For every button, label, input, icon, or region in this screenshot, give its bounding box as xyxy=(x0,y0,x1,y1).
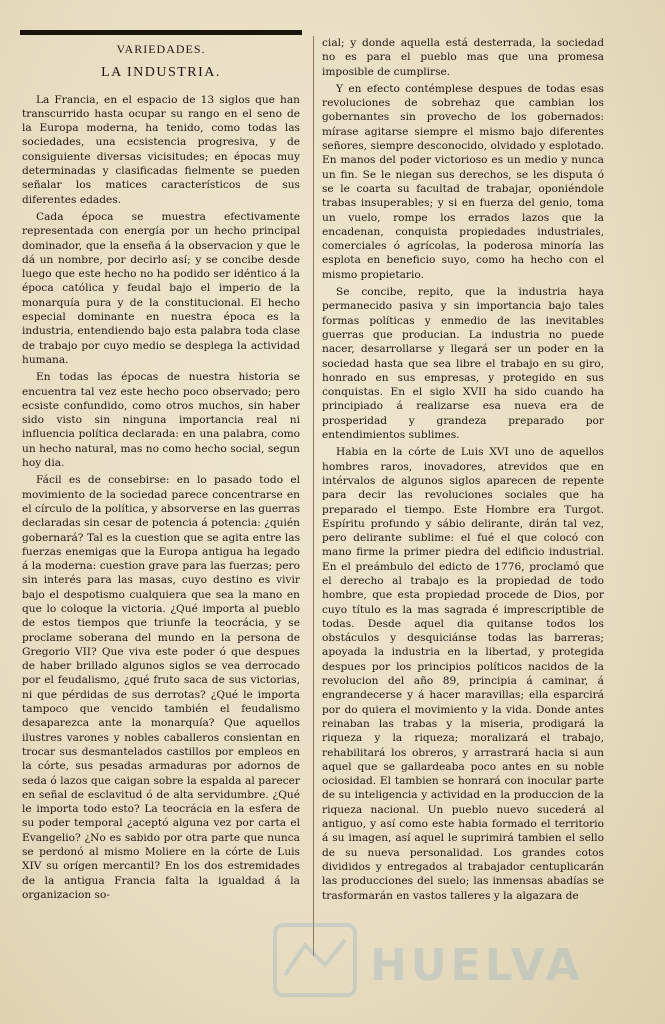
paragraph: Y en efecto contémplese despues de todas esas revoluciones de sobrehaz que cambian los gobernantes sin provecho de los gobernados: mírase agitarse siempre el mismo bajo diferentes señores, siempre desconocido, olvidado y esplotado. En manos del poder victorioso es un medio y nunca un fin. Se le niegan sus derechos, se les disputa ó se le coarta su facultad de trabajar, oponiéndole trabas insuperables; y si en fuerza del genio, toma un vuelo, rompe los errados lazos que la encadenan, conquista propiedades industriales, comerciales ó agrícolas, la poderosa minoría las esplota en beneficio suyo, como ha hecho con el mismo propietario. xyxy=(322,82,604,281)
paragraph: En todas las épocas de nuestra historia se encuentra tal vez este hecho poco observado; pero ecsiste confundido, como otros muchos, sin haber sido visto sin ninguna importancia real ni influencia política declarada: en una palabra, como un hecho natural, mas no como hecho social, segun hoy dia. xyxy=(22,371,300,470)
column-divider xyxy=(313,36,314,956)
watermark-text: HUELVA xyxy=(370,940,584,991)
paragraph: La Francia, en el espacio de 13 siglos que han transcurrido hasta ocupar su rango en el seno de la Europa moderna, ha tenido, como todas las sociedades, una ecsistencia progresiva, y de consiguiente diversas vicisitudes; en épocas muy determinadas y clasificadas fielmente se pueden señalar los matices característicos de sus diferentes edades. xyxy=(22,93,300,206)
paragraph: Habia en la córte de Luis XVI uno de aquellos hombres raros, inovadores, atrevidos que en intérvalos de algunos siglos aparecen de repente para decir las revoluciones sociales que ha preparado el tiempo. Este Hombre era Turgot. Espíritu profundo y sábio delirante, dirán tal vez, pero delirante sublime: el fué el que colocó con mano firme la primer piedra del edificio industrial. En el preámbulo del edicto de 1776, proclamó que el derecho al trabajo es la propiedad de todo hombre, que esta propiedad procede de Dios, por cuyo título es la mas sagrada é imprescriptible de todas. Desde aquel dia quitanse todos los obstáculos y desquiciánse todas las barreras; apoyada la industria en la libertad, y protegida despues por los principios políticos nacidos de la revolucion del año 89, principia á caminar, á engrandecerse y á hacer maravillas; ella esparcirá por do quiera el movimiento y la vida. Donde antes reinaban las trabas y la miseria, prodigará la riqueza y la riqueza; moralizará el trabajo, rehabilitará los obreros, y arrastrará hacia si aun aquel que se gallardeaba poco antes en su noble ociosidad. El tambien se honrará con inocular parte de su inteligencia y actividad en la produccion de la riqueza nacional. Un pueblo nuevo sucederá al antiguo, y así como este habia formado el territorio á su imagen, así aquel le suprimirá tambien el sello de su nueva personalidad. Los grandes cotos divididos y entregados al trabajador centuplicarán las producciones del suelo; las inmensas abadías se trasformarán en vastos talleres y la algazara de xyxy=(322,446,604,902)
left-column xyxy=(22,36,300,905)
header-rule xyxy=(20,30,302,35)
right-column xyxy=(322,36,604,906)
library-watermark xyxy=(255,905,605,1015)
watermark-emblem xyxy=(275,925,355,995)
paragraph: cial; y donde aquella está desterrada, la sociedad no es para el pueblo mas que una promesa imposible de cumplirse. xyxy=(322,37,604,78)
article-title: LA INDUSTRIA. xyxy=(101,65,221,81)
paragraph: Fácil es de consebirse: en lo pasado todo el movimiento de la sociedad parece concentrarse en el círculo de la política, y absorverse en las guerras declaradas sin cesar de potencia á potencia: ¿quién gobernará? Tal es la cuestion que se agita entre las fuerzas enemigas que la Europa antigua ha legado á la moderna: cuestion grave para las fuerzas; pero sin interés para las masas, cuyo destino es vivir bajo el despotismo cualquiera que sea la mano en que lo coloque la victoria. ¿Qué importa al pueblo de estos tiempos que triunfe la teocrácia, y se proclame soberana del mundo en la persona de Gregorio VII? Que viva este poder ó que despues de haber brillado algunos siglos se vea derrocado por el feudalismo, ¿qué fruto saca de sus victorias, ni que pérdidas de sus derrotas? ¿Qué le importa tampoco que vencido también el feudalismo desaparezca ante la monarquía? Que aquellos ilustres varones y nobles caballeros consientan en trocar sus desmantelados castillos por empleos en la córte, sus pesadas armaduras por adornos de seda ó lazos que caigan sobre la espalda al parecer en señal de esclavitud ó de alta servidumbre. ¿Qué le importa todo esto? La teocrácia en la esfera de su poder temporal ¿aceptó alguna vez por carta el Evangelio? ¿No es sabido por otra parte que nunca se perdonó al mismo Moliere en la córte de Luis XIV su orígen mercantil? En los dos estremidades de la antigua Francia falta la igualdad á la organizacion so- xyxy=(22,474,300,901)
paragraph: Cada época se muestra efectivamente representada con energía por un hecho principal dominador, que la enseña á la observacion y que le dá un nombre, por decirlo así; y se concibe desde luego que este hecho no ha podido ser idéntico á la época católica y feudal bajo el imperio de la monarquía pura y de la constitucional. El hecho especial dominante en nuestra época es la industria, entendiendo bajo esta palabra toda clase de trabajo por cuyo medio se desplega la actividad humana. xyxy=(22,210,300,366)
paragraph: Se concibe, repito, que la industria haya permanecido pasiva y sin importancia bajo tales formas políticas y enmedio de las inevitables guerras que producian. La industria no puede nacer, desarrollarse y llegará ser un poder en la sociedad hasta que sea libre el trabajo en su giro, honrado en sus empresas, y protegido en sus conquistas. En el siglo XVII ha sido cuando ha principiado á realizarse esa nueva era de prosperidad y grandeza preparado por entendimientos sublimes. xyxy=(322,286,604,442)
section-title: VARIEDADES. xyxy=(116,42,206,56)
